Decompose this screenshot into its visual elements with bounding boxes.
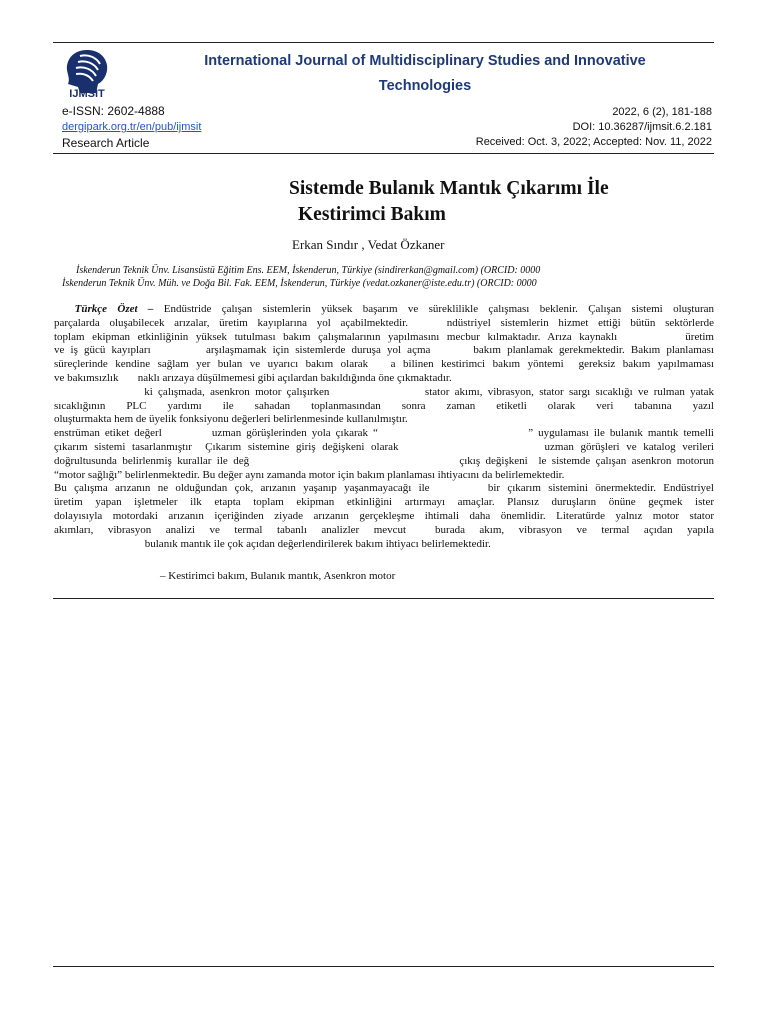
abstract-line: enstrüman etiket değerl uzman görüşlerinden yola çıkarak “ ” uygulaması ile bulanık mantık temelli [54,427,714,440]
journal-logo [58,46,116,102]
doi: DOI: 10.36287/ijmsit.6.2.181 [572,121,712,133]
abstract-bottom-rule [53,598,714,599]
abstract-line: ki çalışmada, asenkron motor çalışırken stator akımı, vibrasyon, stator sargı sıcaklığı ve rulman yatak [54,385,714,398]
affiliation-1: İskenderun Teknik Ünv. Lisansüstü Eğitim Ens. EEM, İskenderun, Türkiye (sindirerkan@gmail.com) (ORCID: 0000 [76,265,541,276]
abstract-line: ve bakımsızlık naklı arızaya düşülmemesi gibi açılardan bakıldığında öne çıkmaktadır. [54,372,452,384]
journal-title-line2: Technologies [378,78,472,94]
keywords: – Kestirimci bakım, Bulanık mantık, Asenkron motor [160,570,396,582]
journal-link[interactable]: dergipark.org.tr/en/pub/ijmsit [62,121,202,133]
abstract-line: çıkarım sistemi tasarlanmıştır Çıkarım sistemine giriş değişkeni olarak uzman görüşleri ve katalog verileri [54,441,714,453]
abstract-line: akımları, vibrasyon analizi ve termal tabanlı analizler mevcut burada akım, vibrasyon ve termal açıdan yapıla [54,523,714,536]
abstract-line: Bu çalışma arızanın ne olduğundan çok, arızanın yaşanıp yaşanmayacağı ile bir çıkarım sistemini önermektedir. Endüstriyel [54,482,714,495]
paper-title-line2: Kestirimci Bakım [298,204,446,225]
abstract-line: ve iş gücü kayıpları arşılaşmamak için sistemlerde duruşa yol açma bakım planlamak gerekmektedir. Bakım planlaması [54,344,714,357]
abstract-line: dolayısıyla motordaki arızanın içeriğinden ziyade arızanın gerçekleşme ihtimali daha önemlidir. Literatürde yalnız motor stator [54,510,714,522]
volume-info: 2022, 6 (2), 181-188 [612,106,712,118]
abstract-line: “motor sağlığı” belirlenmektedir. Bu değer aynı zamanda motor için bakım planlaması ihtiyacını da belirlemektedir. [54,468,565,481]
abstract-line: sıcaklığının PLC yardımı ile sahadan toplanmasından sonra zaman etiketli olarak veri tabanına yazıl [54,399,714,412]
abstract-line: oluşturmakta hem de üyelik fonksiyonu değerleri belirlenmesinde kullanılmıştır. [54,413,408,426]
logo-text: IJMSIT [69,88,105,100]
header-rule [53,153,714,154]
abstract-line: süreçlerinde kendine sağlam yer bulan ve uyarıcı bakım olarak a bilinen kestirimci bakım yöntemi gereksiz bakım yapılmaması [54,358,714,371]
top-rule [53,42,714,43]
footer-rule [53,966,714,967]
authors: Erkan Sındır , Vedat Özkaner [292,237,445,252]
abstract-line: toplam ekipman etkinliğinin yüksek tutulması bakım çalışmalarının yapılmasını mecbur kılmaktadır. Arıza kaynaklı üretim [54,330,714,343]
received-accepted-dates: Received: Oct. 3, 2022; Accepted: Nov. 11, 2022 [475,136,712,148]
abstract-line: doğrultusunda belirlenmiş kurallar ile değ çıkış değişkeni le sistemde çalışan asenkron motorun [54,454,714,467]
affiliation-2: İskenderun Teknik Ünv. Müh. ve Doğa Bil. Fak. EEM, İskenderun, Türkiye (vedat.ozkaner@iste.edu.tr) (ORCID: 0000 [62,278,537,289]
journal-title-line1: International Journal of Multidisciplinary Studies and Innovative [204,53,646,69]
abstract-line: bulanık mantık ile çok açıdan değerlendirilerek bakım ihtiyacı belirlemektedir. [54,537,491,550]
article-type: Research Article [62,136,150,150]
abstract-line: üretim yapan işletmeler ilk etapta toplam ekipman etkinliğini artırmayı amaçlar. Plansız duruşların önüne geçmek ister [54,496,714,509]
abstract-label: Türkçe Özet – [54,303,154,315]
abstract-line: parçalarda oluşabilecek arızalar, üretim kayıplarına yol açabilmektedir. ndüstriyel sistemlerin hizmet ettiği bütün sektörlerde [54,316,714,329]
abstract-line: Türkçe Özet – Endüstride çalışan sistemlerin yüksek başarım ve süreklilikle çalışması beklenir. Çalışan sistemi oluşturan [54,303,714,315]
eissn: e-ISSN: 2602-4888 [62,104,165,118]
paper-title-line1: Sistemde Bulanık Mantık Çıkarımı İle [289,178,609,199]
